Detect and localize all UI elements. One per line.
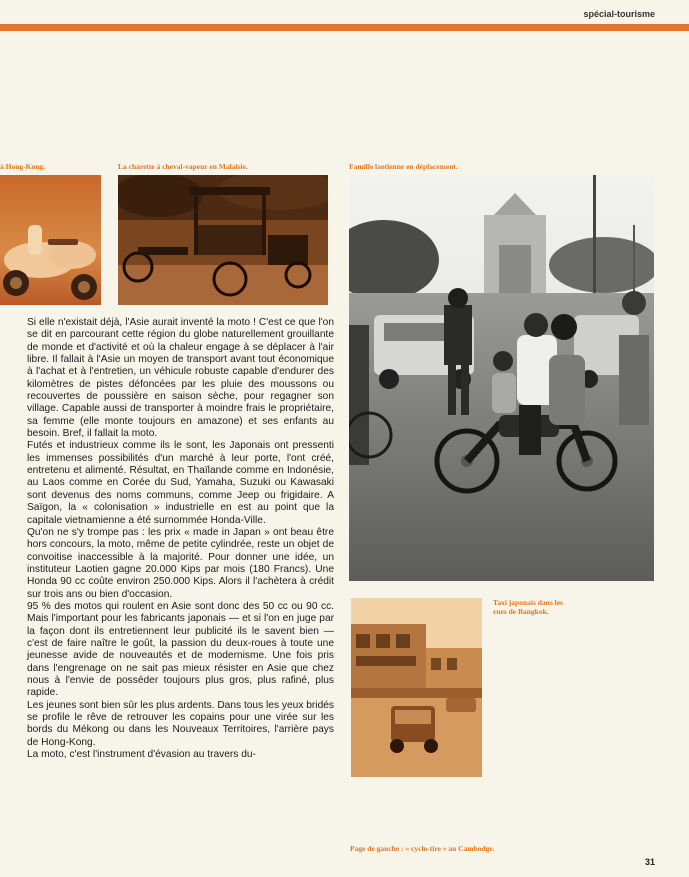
caption-malaisie: La charette à cheval-vapeur en Malaisie. (118, 162, 248, 171)
section-label: spécial-tourisme (583, 9, 655, 19)
article-paragraph: Si elle n'existait déjà, l'Asie aurait inventé la moto ! C'est ce que l'on se dit en parcourant cette région du globe naturellement grouillante de monde et d'activité et où la chaleur engage à se déplacer à l'air libre. Il fallait à l'Asie un moyen de transport avant tout économique à l'achat et à l'entretien, un véhicule robuste capable d'endurer des kilomètres de pistes défoncées par les pluie des moussons ou recouvertes de poussière en saison sèche, pour regagner son village. Capable aussi de transporter à moindre frais le propriétaire, sa femme (elle monte toujours en amazone) et ses enfants au besoin. Bref, il fallait la moto. (27, 317, 334, 440)
caption-page-gauche: Page de gauche : « cyclo-tire » au Cambodge. (350, 844, 495, 853)
page-number: 31 (644, 857, 655, 867)
article-paragraph: Qu'on ne s'y trompe pas : les prix « made in Japan » ont beau être hors concours, la moto, même de petite cylindrée, reste un objet de convoitise inaccessible à la majorité. Pour donner une idée, un instituteur Laotien gagne 20.000 Kips par mois (180 Francs). Une Honda 90 cc coûte environ 250.000 Kips. Alors il l'achètera à crédit sur trois ans ou bien d'occasion. (27, 526, 334, 600)
photo-malaisie-cart (118, 175, 328, 305)
caption-taxi-bangkok: Taxi japonais dans les rues de Bangkok. (493, 598, 563, 616)
caption-hong-kong: à Hong-Kong. (0, 162, 46, 171)
article-paragraph: La moto, c'est l'instrument d'évasion au travers du- (27, 749, 256, 761)
photo-famille-laotienne (349, 175, 654, 581)
photo-taxi-bangkok (351, 598, 482, 777)
article-paragraph: Les jeunes sont bien sûr les plus ardents. Dans tous les yeux bridés se profile le rêve de retrouver les copains pour une virée sur les bords du Mékong ou dans les Nouveaux Territoires, l'arrière pays de Hong-Kong. (27, 699, 334, 748)
article-paragraph: 95 % des motos qui roulent en Asie sont donc des 50 cc ou 90 cc. Mais l'important pour les fabricants japonais — et si l'on en juge par la façon dont ils entretiennent leur publicité ils le savent bien — c'est de faire naître le goût, la passion du deux-roues à toute une jeunesse avide de nouveautés et de modernisme. Une fois pris dans l'engrenage on ne sait pas mieux résister en Asie que chez nous à l'envie de posséder toujours plus gros, plus rafiné, plus rapide. (27, 600, 334, 699)
caption-famille: Famille laotienne en déplacement. (349, 162, 458, 171)
article-paragraph: Futés et industrieux comme ils le sont, les Japonais ont pressenti les immenses possibilités d'un marché à leur porte, l'ont créé, entretenu et alimenté. Résultat, en Thaïlande comme en Indonésie, au Laos comme en Corée du Sud, Yamaha, Suzuki ou Kawasaki sont devenus des noms communs, comme Jeep ou frigidaire. A Saïgon, la « colonisation » industrielle en est au point que la capitale vietnamienne a été surnommée Honda-Ville. (27, 440, 334, 526)
photo-hong-kong-scooter (0, 175, 101, 305)
article-body (27, 317, 334, 761)
header-rule (0, 24, 689, 31)
